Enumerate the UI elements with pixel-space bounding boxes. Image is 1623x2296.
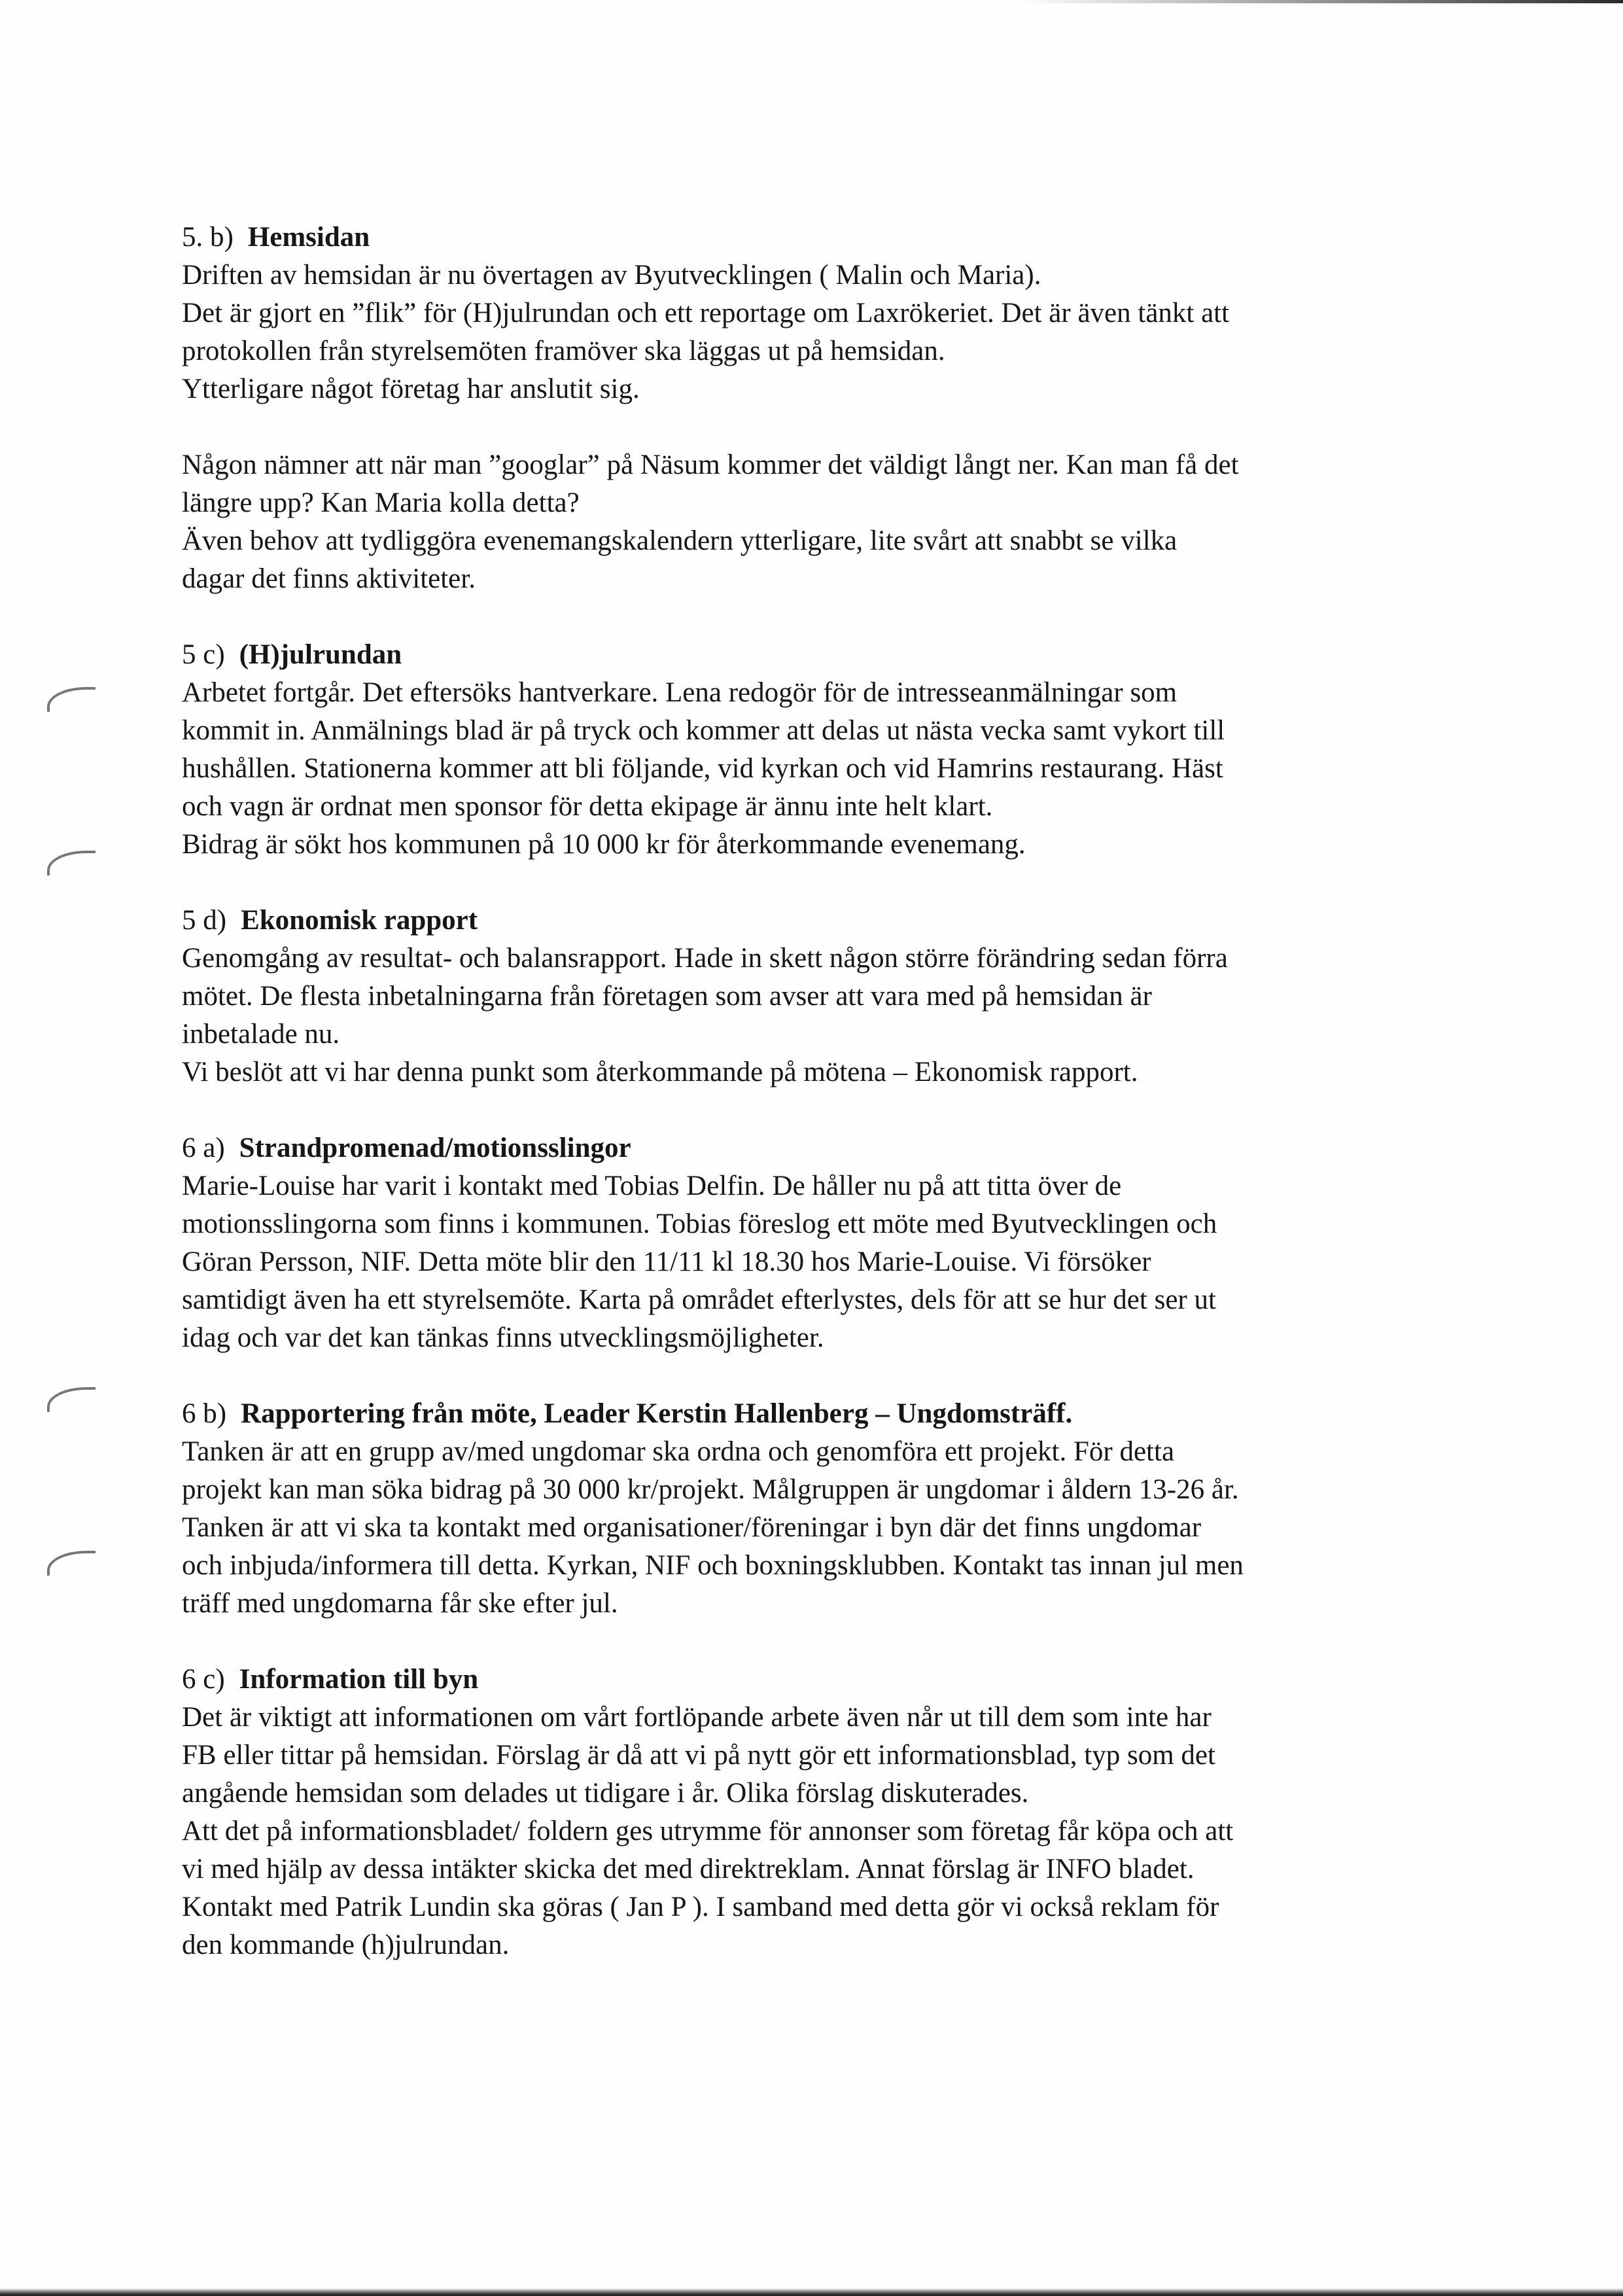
paragraph-line: samtidigt även ha ett styrelsemöte. Karta på området efterlystes, dels för att se hur det ser ut (182, 1284, 1216, 1315)
paragraph-line: träff med ungdomarna får ske efter jul. (182, 1588, 618, 1619)
paragraph-line: mötet. De flesta inbetalningarna från företagen som avser att vara med på hemsidan är (182, 981, 1152, 1012)
paragraph-line: protokollen från styrelsemöten framöver ska läggas ut på hemsidan. (182, 336, 945, 366)
paragraph-line: Ytterligare något företag har anslutit sig. (182, 374, 640, 404)
paragraph-line: Att det på informationsbladet/ foldern ges utrymme för annonser som företag får köpa och att (182, 1816, 1234, 1846)
paragraph-line: och vagn är ordnat men sponsor för detta ekipage är ännu inte helt klart. (182, 791, 993, 822)
paragraph-line: Genomgång av resultat- och balansrapport. Hade in skett någon större förändring sedan förra (182, 943, 1228, 974)
scan-top-edge (1021, 0, 1623, 3)
paragraph-line: idag och var det kan tänkas finns utvecklingsmöjligheter. (182, 1322, 824, 1353)
section-heading (182, 219, 1451, 256)
paragraph-line: Det är gjort en ”flik” för (H)julrundan och ett reportage om Laxrökeriet. Det är även tänkt att (182, 298, 1230, 328)
paragraph-line: hushållen. Stationerna kommer att bli följande, vid kyrkan och vid Hamrins restaurang. Häst (182, 753, 1223, 784)
paragraph-line: vi med hjälp av dessa intäkter skicka det med direktreklam. Annat förslag är INFO bladet. (182, 1854, 1195, 1884)
paragraph-line: Marie-Louise har varit i kontakt med Tobias Delfin. De håller nu på att titta över de (182, 1171, 1122, 1201)
section-number: 5 c) (182, 639, 225, 670)
paragraph-line: dagar det finns aktiviteter. (182, 563, 476, 594)
section-5d (182, 902, 1451, 1091)
paragraph-line: Någon nämner att när man ”googlar” på Näsum kommer det väldigt långt ner. Kan man få det (182, 450, 1239, 480)
section-title: Ekonomisk rapport (241, 905, 478, 936)
section-heading (182, 902, 1451, 940)
scan-bottom-edge (0, 2288, 1623, 2296)
paragraph-line: motionsslingorna som finns i kommunen. Tobias föreslog ett möte med Byutvecklingen och (182, 1209, 1217, 1239)
paragraph-line: Kontakt med Patrik Lundin ska göras ( Jan P ). I samband med detta gör vi också reklam för (182, 1892, 1219, 1922)
section-number: 5. b) (182, 222, 234, 253)
paragraph-line: Arbetet fortgår. Det eftersöks hantverkare. Lena redogör för de intresseanmälningar som (182, 677, 1178, 708)
section-5c (182, 636, 1451, 864)
section-5b-continued (182, 446, 1451, 598)
section-title: Strandpromenad/motionsslingor (239, 1133, 631, 1163)
paragraph-line: kommit in. Anmälnings blad är på tryck och kommer att delas ut nästa vecka samt vykort till (182, 715, 1225, 746)
paragraph-line: och inbjuda/informera till detta. Kyrkan, NIF och boxningsklubben. Kontakt tas innan jul men (182, 1550, 1244, 1581)
paragraph-line: den kommande (h)julrundan. (182, 1930, 510, 1960)
section-6a (182, 1129, 1451, 1357)
paragraph-line: Vi beslöt att vi har denna punkt som återkommande på mötena – Ekonomisk rapport. (182, 1057, 1138, 1087)
paragraph-line: Även behov att tydliggöra evenemangskalendern ytterligare, lite svårt att snabbt se vilka (182, 525, 1178, 556)
section-title: (H)julrundan (239, 639, 402, 670)
punch-hole-mark (47, 1387, 96, 1412)
paragraph-line: Bidrag är sökt hos kommunen på 10 000 kr för återkommande evenemang. (182, 829, 1026, 860)
section-heading (182, 636, 1451, 674)
section-6c (182, 1661, 1451, 1964)
paragraph-line: angående hemsidan som delades ut tidigare i år. Olika förslag diskuterades. (182, 1778, 1029, 1809)
section-number: 6 b) (182, 1398, 227, 1429)
section-heading (182, 1129, 1451, 1167)
section-number: 6 a) (182, 1133, 225, 1163)
section-title: Rapportering från möte, Leader Kerstin Hallenberg – Ungdomsträff. (241, 1398, 1073, 1429)
section-5b (182, 219, 1451, 408)
section-heading (182, 1395, 1451, 1433)
paragraph-line: längre upp? Kan Maria kolla detta? (182, 487, 580, 518)
paragraph-line: FB eller tittar på hemsidan. Förslag är då att vi på nytt gör ett informationsblad, typ som det (182, 1740, 1215, 1771)
paragraph-line: inbetalade nu. (182, 1019, 340, 1050)
paragraph-line: Tanken är att vi ska ta kontakt med organisationer/föreningar i byn där det finns ungdomar (182, 1512, 1202, 1543)
paragraph-line: Det är viktigt att informationen om vårt fortlöpande arbete även når ut till dem som inte har (182, 1702, 1212, 1733)
section-number: 6 c) (182, 1664, 225, 1695)
section-6b (182, 1395, 1451, 1623)
section-heading (182, 1661, 1451, 1699)
paragraph-line: Göran Persson, NIF. Detta möte blir den 11/11 kl 18.30 hos Marie-Louise. Vi försöker (182, 1246, 1151, 1277)
punch-hole-mark (47, 851, 96, 875)
punch-hole-mark (47, 687, 96, 712)
document-body (182, 219, 1451, 2002)
punch-hole-mark (47, 1551, 96, 1576)
section-number: 5 d) (182, 905, 227, 936)
paragraph-line: Driften av hemsidan är nu övertagen av Byutvecklingen ( Malin och Maria). (182, 260, 1041, 291)
paragraph-line: projekt kan man söka bidrag på 30 000 kr/projekt. Målgruppen är ungdomar i åldern 13-26 år. (182, 1474, 1239, 1505)
paragraph-line: Tanken är att en grupp av/med ungdomar ska ordna och genomföra ett projekt. För detta (182, 1436, 1175, 1467)
section-title: Information till byn (239, 1664, 479, 1695)
section-title: Hemsidan (247, 222, 370, 253)
